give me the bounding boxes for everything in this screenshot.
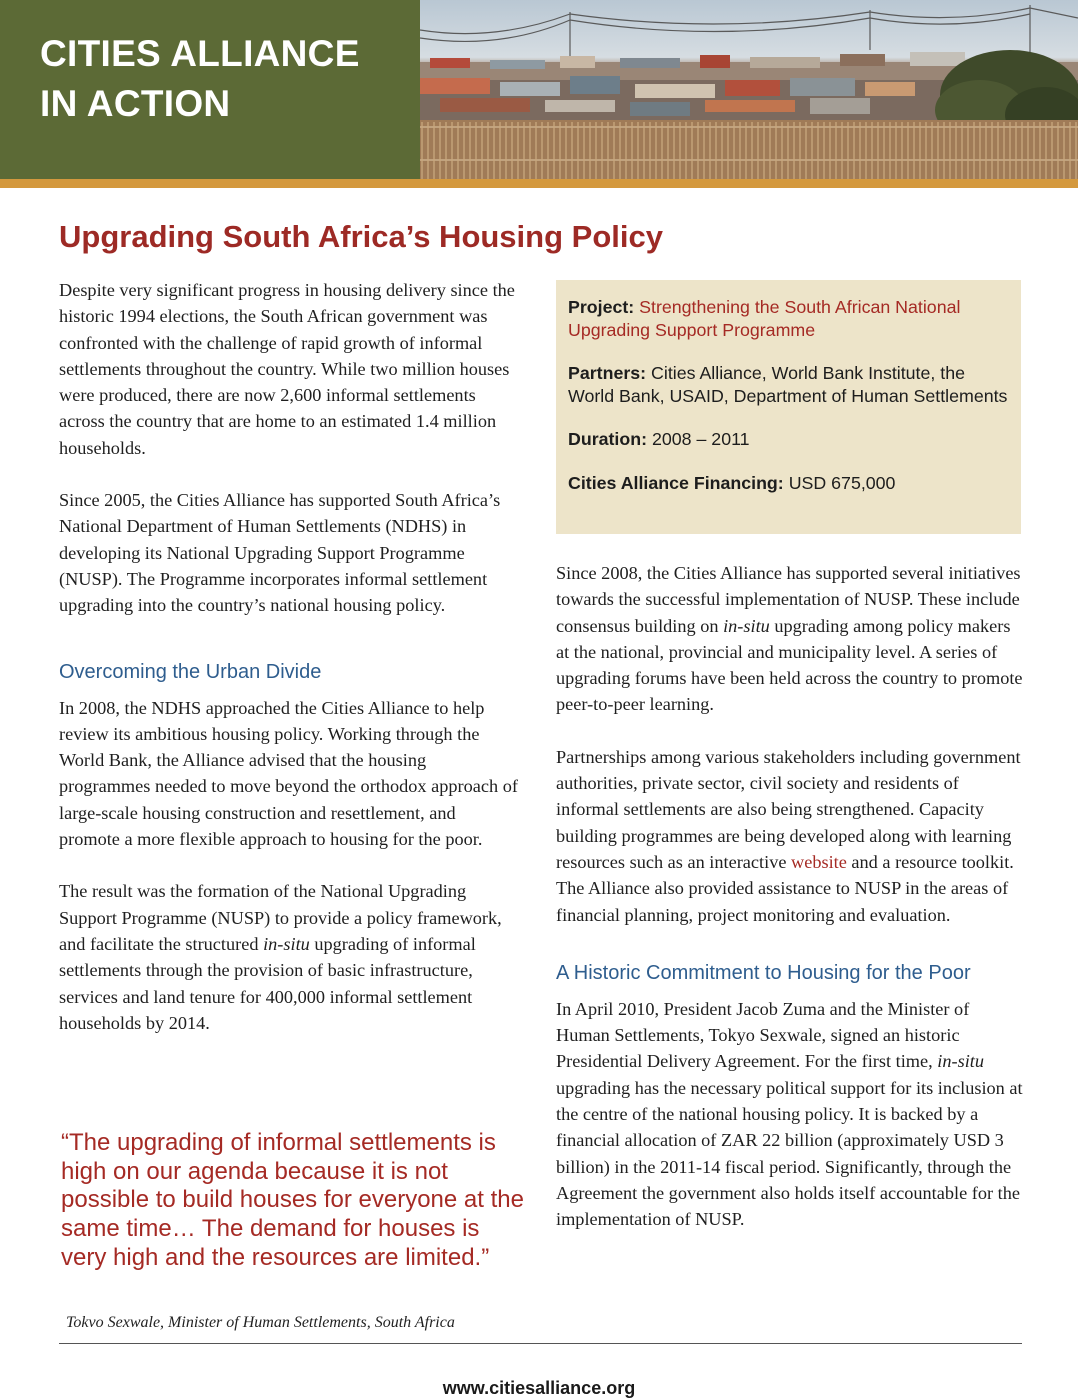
website-link[interactable]: website — [791, 851, 847, 872]
financing-value: USD 675,000 — [788, 472, 896, 493]
pull-quote: “The upgrading of informal settlements is high on our agenda because it is not possible to build houses for everyone at the same time… The demand for houses is very high and the resources are limited.” — [61, 1129, 524, 1271]
header-title-line-1: CITIES ALLIANCE — [40, 33, 360, 74]
header-title-block — [0, 0, 420, 179]
subheading-urban-divide: Overcoming the Urban Divide — [59, 660, 322, 683]
right-paragraph-1-text-a: Since 2008, the Cities Alliance has supported several initiatives towards the successful implementation of NUSP. These include consensus building on — [556, 563, 1021, 636]
quote-attribution: Tokvo Sexwale, Minister of Human Settlements, South Africa — [66, 1314, 455, 1331]
financing-row — [568, 472, 1009, 495]
left-paragraph-3: In 2008, the NDHS approached the Cities Alliance to help review its ambitious housing policy. Working through the World Bank, the Alliance advised that the housing programmes needed to move beyond the orthodox approach of large-scale housing construction and resettlement, and promote a more flexible approach to housing for the poor. — [59, 697, 518, 850]
footer-divider — [59, 1343, 1022, 1344]
duration-label: Duration: — [568, 429, 648, 450]
page-title: Upgrading South Africa’s Housing Policy — [59, 219, 663, 254]
project-row — [568, 296, 1009, 341]
project-label: Project: — [568, 297, 635, 317]
partners-label: Partners: — [568, 363, 647, 384]
footer-website-link[interactable]: www.citiesalliance.org — [442, 1378, 636, 1398]
left-paragraph-1: Despite very significant progress in housing delivery since the historic 1994 elections, the South African government was confronted with the challenge of rapid growth of informal settlements throughout the country. While two million houses were produced, there are now 2,600 informal settlements across the country that are home to an estimated 1.4 million households. — [59, 280, 515, 458]
project-info-box — [556, 280, 1021, 534]
right-paragraph-3-italic: in-situ — [937, 1051, 985, 1072]
header-divider — [0, 179, 1078, 188]
project-value: Strengthening the South African National Upgrading Support Programme — [568, 297, 961, 340]
right-paragraph-2-text-b: and a resource toolkit. The Alliance also provided assistance to NUSP in the areas of financial planning, project monitoring and evaluation. — [556, 851, 1014, 925]
financing-label: Cities Alliance Financing: — [568, 472, 784, 493]
left-column — [59, 277, 521, 1062]
right-paragraph-1-text-b: upgrading among policy makers at the national, provincial and municipality level. A series of upgrading forums have been held across the country to promote peer-to-peer learning. — [556, 615, 1023, 715]
page-header — [0, 0, 1078, 179]
left-paragraph-4-text-a: The result was the formation of the National Upgrading Support Programme (NUSP) to provide a policy framework, and facilitate the structured — [59, 881, 502, 954]
right-paragraph-2 — [556, 744, 1026, 928]
header-title-line-2: IN ACTION — [40, 83, 231, 124]
subheading-historic-commitment: A Historic Commitment to Housing for the Poor — [556, 961, 971, 984]
right-paragraph-2-text-a: Partnerships among various stakeholders including government authorities, private sector, civil society and residents of informal settlements are also being strengthened. Capacity building programmes are being developed along with learning resources such as an interactive — [556, 746, 1021, 872]
right-column — [556, 560, 1026, 1259]
right-paragraph-1 — [556, 560, 1026, 718]
left-paragraph-2: Since 2005, the Cities Alliance has supported South Africa’s National Department of Human Settlements (NDHS) in developing its National Upgrading Support Programme (NUSP). The Programme incorporates informal settlement upgrading into the country’s national housing policy. — [59, 490, 501, 616]
partners-row — [568, 362, 1009, 407]
right-paragraph-3 — [556, 996, 1026, 1233]
partners-value: Cities Alliance, World Bank Institute, the World Bank, USAID, Department of Human Settlements — [568, 363, 1008, 406]
duration-value: 2008 – 2011 — [651, 429, 750, 450]
duration-row — [568, 428, 1009, 451]
left-paragraph-4-italic: in-situ — [263, 933, 310, 954]
right-paragraph-3-text-b: upgrading has the necessary political support for its inclusion at the centre of the national housing policy. It is backed by a financial allocation of ZAR 22 billion (approximately USD 3 billion) in the 2011-14 fiscal period. Significantly, through the Agreement the government also holds itself accountable for the implementation of NUSP. — [556, 1077, 1023, 1230]
left-paragraph-4-text-b: upgrading of informal settlements through the provision of basic infrastructure, services and land tenure for 400,000 informal settlement households by 2014. — [59, 933, 476, 1033]
right-paragraph-3-text-a: In April 2010, President Jacob Zuma and the Minister of Human Settlements, Tokyo Sexwale, signed an historic Presidential Delivery Agreement. For the first time, — [556, 998, 970, 1072]
right-paragraph-1-italic: in-situ — [723, 615, 770, 636]
informal-settlement-photo — [420, 0, 1078, 179]
settlement-illustration — [420, 0, 1078, 179]
left-paragraph-4 — [59, 878, 521, 1036]
